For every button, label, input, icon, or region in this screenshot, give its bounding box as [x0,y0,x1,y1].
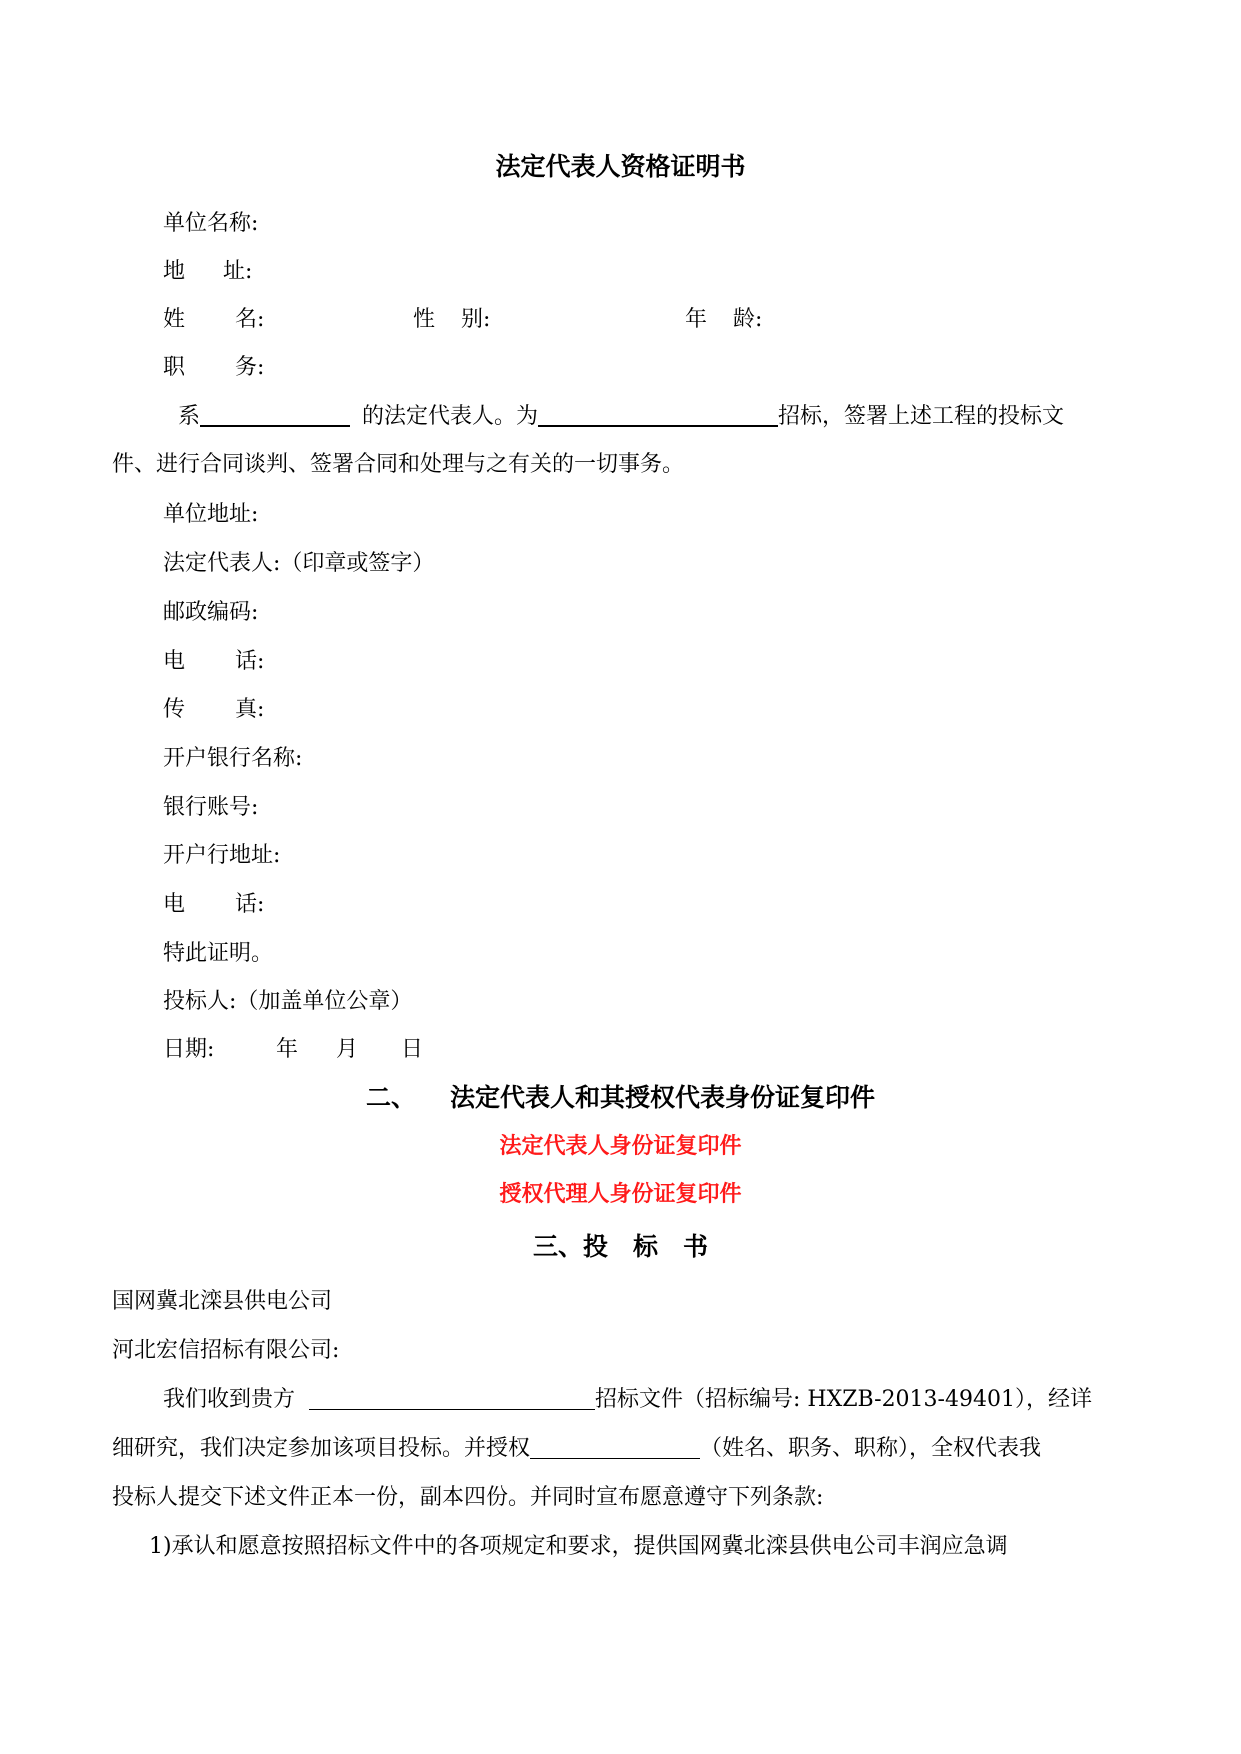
age-label-part1: 年 [685,307,708,332]
phone-label [163,647,264,677]
certificate-title: 法定代表人资格证明书 [495,152,746,181]
fax-label [163,695,264,725]
date-row [163,1035,463,1065]
position-label [163,353,264,383]
section2-number: 二、 [365,1083,416,1112]
date-label: 日期: [163,1037,215,1062]
age-label-part2: 龄: [733,307,763,332]
phone-label-part1: 电 [163,649,186,674]
bid-text-b: 招标文件（招标编号: HXZB-2013-49401），经详 [595,1387,1092,1412]
bid-paragraph-line2 [112,1434,1041,1464]
date-day: 日 [401,1037,424,1062]
bid-text-c: 细研究，我们决定参加该项目投标。并授权 [112,1436,531,1461]
company-blank-line [200,403,350,427]
para-text-c: 招标，签署上述工程的投标文 [778,404,1065,429]
section2-title-text: 法定代表人和其授权代表身份证复印件 [450,1083,876,1112]
phone-label-2 [163,890,264,920]
certify-text: 特此证明。 [163,941,274,966]
project-blank-line [538,403,778,427]
bid-text-a: 我们收到贵方 [163,1387,296,1412]
name-label-part2: 名: [235,307,265,332]
phone2-label-part2: 话: [235,892,265,917]
gender-label-part1: 性 [413,307,436,332]
phone2-label-part1: 电 [163,892,186,917]
address-label [163,257,252,287]
legal-rep-id-copy-heading: 法定代表人身份证复印件 [499,1134,742,1159]
authorization-paragraph-line1 [178,402,1064,432]
fax-label-part1: 传 [163,697,186,722]
addressee-1: 国网冀北滦县供电公司 [112,1289,333,1314]
position-label-part1: 职 [163,355,186,380]
gender-label-part2: 别: [461,307,491,332]
postcode-label: 邮政编码: [163,600,259,625]
phone-label-part2: 话: [235,649,265,674]
authorized-person-blank-line [530,1436,700,1459]
name-gender-age-row [163,305,783,335]
bid-clause-1: 1)承认和愿意按照招标文件中的各项规定和要求，提供国网冀北滦县供电公司丰润应急调 [149,1534,1008,1559]
legal-rep-label: 法定代表人:（印章或签字） [163,551,435,576]
bid-paragraph-line1 [163,1385,1092,1415]
agent-id-copy-heading: 授权代理人身份证复印件 [499,1182,742,1207]
unit-address-label: 单位地址: [163,502,259,527]
tenderer-blank-line [309,1387,595,1410]
addressee-2: 河北宏信招标有限公司: [112,1338,340,1363]
unit-name-label: 单位名称: [163,211,259,236]
address-label-part2: 址: [223,259,253,284]
date-year: 年 [276,1037,299,1062]
bid-paragraph-line3: 投标人提交下述文件正本一份，副本四份。并同时宣布愿意遵守下列条款: [112,1485,824,1510]
bank-name-label: 开户银行名称: [163,746,303,771]
para-text-a: 系 [178,404,201,429]
bid-text-d: （姓名、职务、职称），全权代表我 [700,1436,1042,1461]
section2-title [0,1081,1241,1115]
section3-title: 三、投 标 书 [532,1232,708,1261]
bidder-seal-label: 投标人:（加盖单位公章） [163,989,413,1014]
position-label-part2: 务: [235,355,265,380]
bank-account-label: 银行账号: [163,795,259,820]
address-label-part1: 地 [163,259,186,284]
date-month: 月 [336,1037,359,1062]
age-label [685,305,762,335]
authorization-paragraph-line2: 件、进行合同谈判、签署合同和处理与之有关的一切事务。 [112,452,685,477]
fax-label-part2: 真: [235,697,265,722]
name-label-part1: 姓 [163,307,186,332]
bank-address-label: 开户行地址: [163,843,281,868]
para-text-b: 的法定代表人。为 [362,404,539,429]
gender-label [413,305,490,335]
